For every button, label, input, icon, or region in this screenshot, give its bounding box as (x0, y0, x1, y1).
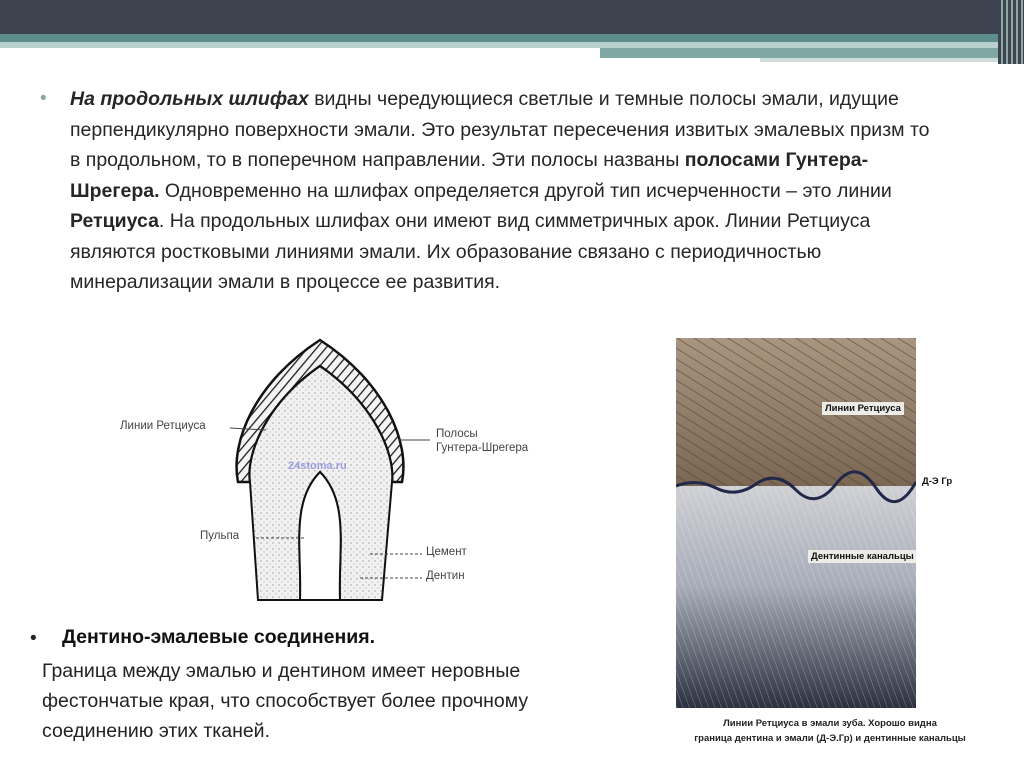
photo-caption-line1: Линии Ретциуса в эмали зуба. Хорошо видна (723, 718, 937, 729)
label-pulp: Пульпа (200, 530, 240, 542)
lead-phrase: На продольных шлифах (70, 88, 309, 110)
paragraph-longitudinal-sections (70, 84, 930, 298)
label-cement: Цемент (426, 546, 467, 558)
photo-label-tubules: Дентинные канальцы (808, 550, 916, 563)
retzius-term: Ретциуса (70, 210, 159, 232)
tooth-diagram (110, 332, 529, 612)
label-retzius-lines: Линии Ретциуса (120, 420, 206, 432)
header-stripe-accent (600, 48, 1000, 58)
photo-label-dej: Д-Э Гр (922, 476, 953, 487)
photo-caption (640, 716, 1020, 746)
header-bar (0, 0, 1024, 34)
paragraph-text-3: . На продольных шлифах они имеют вид симметричных арок. Линии Ретциуса являются ростковыми линиями эмали. Их образование связано с периодичностью минерализации эмали в процессе ее развития. (70, 210, 871, 293)
photo-label-retzius: Линии Ретциуса (822, 402, 904, 415)
label-bands-line1: Полосы (436, 428, 478, 440)
header-stripe (0, 34, 1000, 42)
label-dentin: Дентин (426, 570, 465, 582)
paragraph-text-1: видны чередующиеся светлые и темные полосы эмали, идущие перпендикулярно поверхности эмали. Это результат пересечения извитых эмалевых призм то в продольном, то в поперечном направлении. Эти полосы названы (70, 88, 930, 171)
micrograph-svg (676, 338, 916, 708)
section-body-dej: Граница между эмалью и дентином имеет неровные фестончатые края, что способствует более прочному соединению этих тканей. (42, 660, 529, 742)
enamel-micrograph (676, 338, 916, 708)
header-edge-lines (998, 0, 1024, 64)
bullet-marker: • (40, 88, 47, 109)
paragraph-text-2: Одновременно на шлифах определяется другой тип исчерченности – это линии (159, 179, 892, 202)
header-stripe-thin (760, 58, 1000, 62)
label-bands-line2: Гунтера-Шрегера (436, 442, 529, 454)
bullet-marker-2: • (30, 628, 37, 649)
photo-caption-line2: граница дентина и эмали (Д-Э.Гр) и дентинные канальцы (694, 733, 966, 744)
section-title-dej: Дентино-эмалевые соединения. (62, 626, 376, 648)
watermark: 24stoma.ru (288, 460, 347, 472)
hunter-schreger-term: полосами Гунтера-Шрегера. (70, 149, 869, 202)
